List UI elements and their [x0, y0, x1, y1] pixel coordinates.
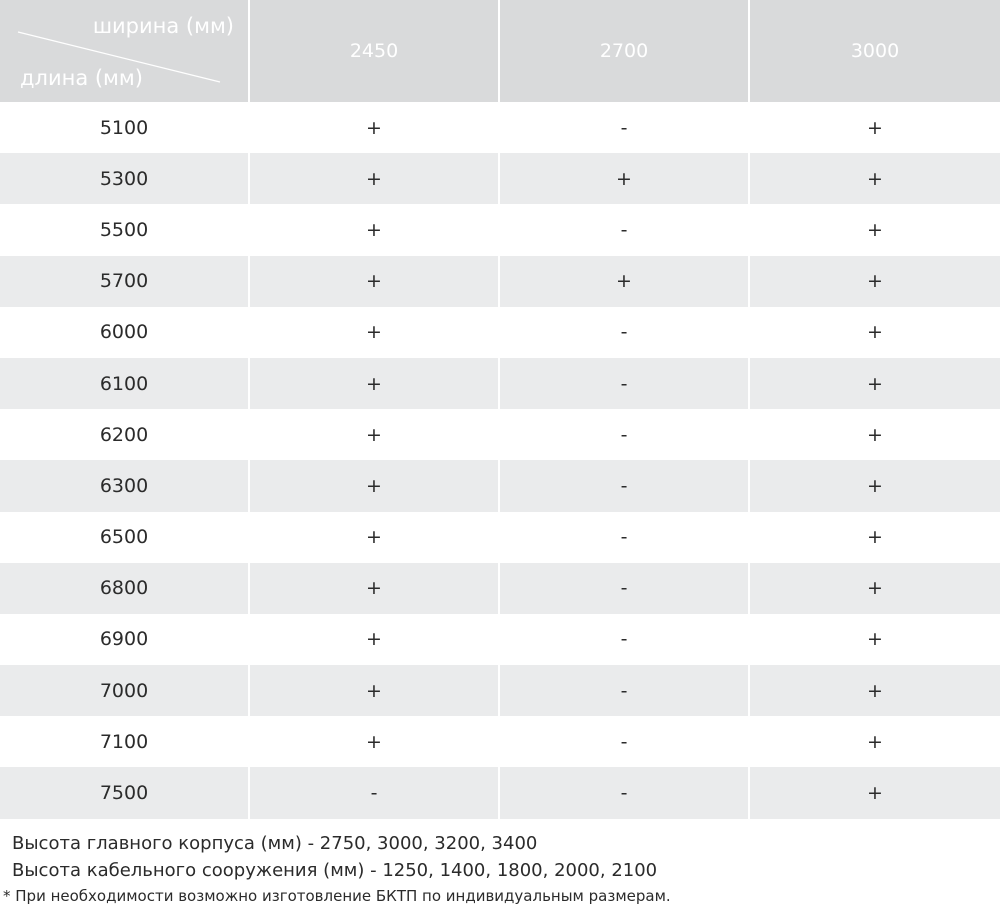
- table-row: [0, 358, 1000, 409]
- length-cell: 7500: [0, 767, 250, 818]
- availability-cell: -: [500, 767, 750, 818]
- availability-cell: -: [500, 614, 750, 665]
- availability-cell: +: [250, 102, 500, 153]
- table-row: [0, 512, 1000, 563]
- availability-cell: +: [250, 307, 500, 358]
- availability-cell: +: [867, 423, 883, 446]
- table-row: [0, 204, 1000, 255]
- availability-cell: +: [250, 204, 500, 255]
- availability-cell: +: [500, 256, 750, 307]
- availability-cell: +: [867, 270, 883, 293]
- availability-cell: -: [500, 358, 750, 409]
- notes-section: [0, 819, 1000, 909]
- availability-cell: +: [250, 358, 500, 409]
- availability-cell: +: [250, 153, 500, 204]
- availability-cell: +: [867, 474, 883, 497]
- length-cell: 6200: [0, 409, 250, 460]
- availability-cell: +: [250, 256, 500, 307]
- availability-cell: -: [500, 102, 750, 153]
- table-row: [0, 614, 1000, 665]
- table-header: [0, 0, 1000, 102]
- column-header-width: 2450: [250, 0, 500, 102]
- availability-cell: -: [500, 563, 750, 614]
- length-cell: 6500: [0, 512, 250, 563]
- table-row: [0, 307, 1000, 358]
- availability-cell: -: [500, 460, 750, 511]
- availability-cell: +: [500, 153, 750, 204]
- availability-cell: -: [500, 512, 750, 563]
- availability-cell: +: [867, 628, 883, 651]
- main-height-note: Высота главного корпуса (мм) - 2750, 3000, 3200, 3400: [12, 833, 538, 854]
- table-row: [0, 716, 1000, 767]
- availability-cell: +: [867, 116, 883, 139]
- availability-cell: -: [500, 307, 750, 358]
- availability-cell: +: [250, 409, 500, 460]
- length-cell: 5500: [0, 204, 250, 255]
- availability-cell: +: [867, 730, 883, 753]
- availability-cell: +: [867, 577, 883, 600]
- availability-cell: +: [867, 526, 883, 549]
- table-row: [0, 563, 1000, 614]
- table-row: [0, 102, 1000, 153]
- availability-cell: +: [250, 716, 500, 767]
- table-row: [0, 767, 1000, 818]
- availability-cell: +: [867, 321, 883, 344]
- availability-cell: +: [867, 679, 883, 702]
- availability-cell: +: [250, 665, 500, 716]
- length-cell: 6800: [0, 563, 250, 614]
- length-cell: 6900: [0, 614, 250, 665]
- table-row: [0, 409, 1000, 460]
- availability-cell: +: [867, 167, 883, 190]
- length-cell: 6300: [0, 460, 250, 511]
- column-header-width: 2700: [500, 0, 750, 102]
- length-cell: 6000: [0, 307, 250, 358]
- length-axis-label: длина (мм): [20, 66, 143, 90]
- availability-cell: +: [867, 782, 883, 805]
- length-cell: 5300: [0, 153, 250, 204]
- width-axis-label: ширина (мм): [92, 14, 234, 38]
- footnote: * При необходимости возможно изготовление БКТП по индивидуальным размерам.: [3, 887, 671, 905]
- column-header-width: 3000: [750, 0, 1000, 102]
- availability-cell: -: [500, 409, 750, 460]
- length-cell: 7000: [0, 665, 250, 716]
- availability-cell: -: [250, 767, 500, 818]
- availability-cell: +: [250, 563, 500, 614]
- availability-cell: +: [867, 218, 883, 241]
- table-row: [0, 153, 1000, 204]
- availability-cell: +: [250, 460, 500, 511]
- availability-cell: -: [500, 716, 750, 767]
- availability-cell: +: [250, 512, 500, 563]
- availability-cell: +: [250, 614, 500, 665]
- cable-height-note: Высота кабельного сооружения (мм) - 1250, 1400, 1800, 2000, 2100: [12, 860, 658, 881]
- length-cell: 6100: [0, 358, 250, 409]
- length-cell: 5100: [0, 102, 250, 153]
- table-body: [0, 102, 1000, 819]
- availability-cell: -: [500, 665, 750, 716]
- table-row: [0, 665, 1000, 716]
- length-cell: 7100: [0, 716, 250, 767]
- table-row: [0, 256, 1000, 307]
- table-row: [0, 460, 1000, 511]
- availability-cell: +: [867, 372, 883, 395]
- availability-cell: -: [500, 204, 750, 255]
- header-corner-cell: [0, 0, 250, 102]
- length-cell: 5700: [0, 256, 250, 307]
